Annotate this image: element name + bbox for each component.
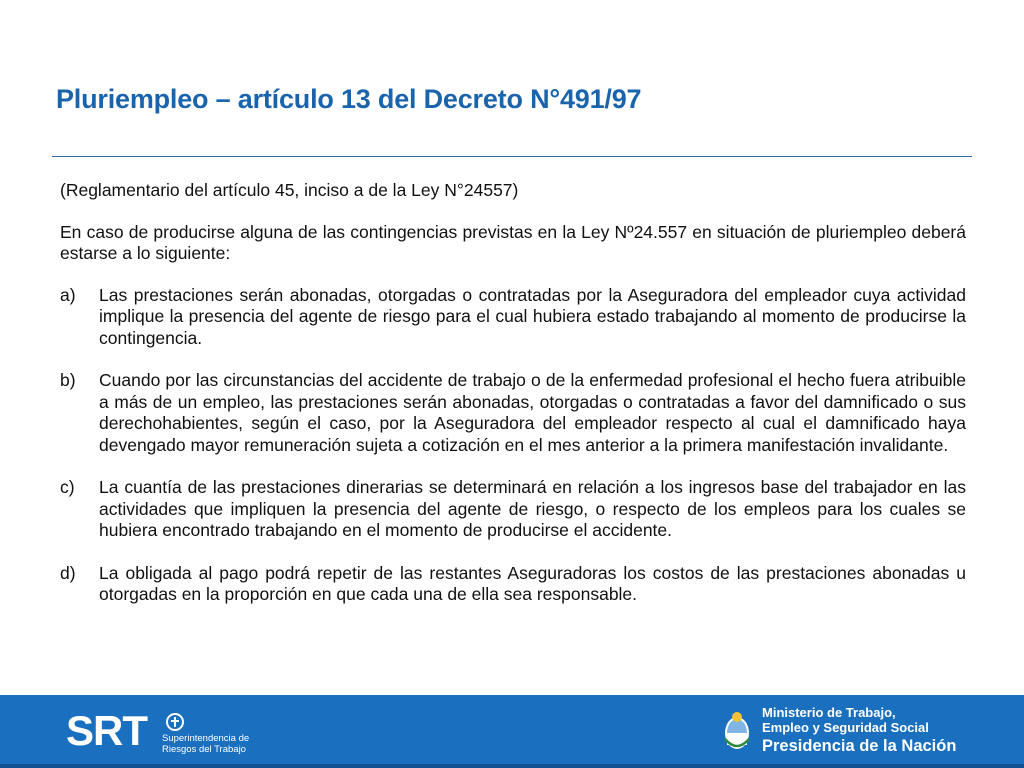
footer-bottom-line bbox=[0, 764, 1024, 768]
argentina-shield-icon bbox=[722, 709, 752, 753]
list-item bbox=[60, 477, 966, 542]
government-logo bbox=[722, 703, 1012, 761]
list-item-text: La cuantía de las prestaciones dinerarias se determinará en relación a los ingresos base del trabajador en las actividades que impliquen la presencia del agente de riesgo, o respecto de los empleos para los cuales se hubiera encontrado trabajando en el momento de producirse el accidente. bbox=[99, 477, 966, 540]
list-marker: a) bbox=[60, 284, 76, 305]
government-text bbox=[762, 705, 956, 757]
srt-logo bbox=[66, 703, 266, 759]
list-item bbox=[60, 563, 966, 606]
presidency-label: Presidencia de la Nación bbox=[762, 737, 957, 755]
slide-title: Pluriempleo – artículo 13 del Decreto N°491/97 bbox=[56, 84, 642, 114]
list-item bbox=[60, 285, 966, 350]
list-item-text: La obligada al pago podrá repetir de las restantes Aseguradoras los costos de las prestaciones abonadas u otorgadas en la proporción en que cada una de ella sea responsable. bbox=[99, 562, 966, 604]
srt-subtitle bbox=[162, 733, 249, 755]
srt-subtitle-line1: Superintendencia de bbox=[162, 733, 250, 744]
ministry-line2: Empleo y Seguridad Social bbox=[762, 720, 929, 735]
ministry-line1: Ministerio de Trabajo, bbox=[762, 705, 896, 720]
title-divider bbox=[52, 156, 972, 157]
list-marker: b) bbox=[60, 370, 76, 390]
list-marker: d) bbox=[60, 562, 76, 583]
intro-paragraph: En caso de producirse alguna de las contingencias previstas en la Ley Nº24.557 en situación de pluriempleo deberá estarse a lo siguiente: bbox=[60, 221, 966, 263]
subtitle: (Reglamentario del artículo 45, inciso a de la Ley N°24557) bbox=[60, 180, 519, 200]
slide-content bbox=[60, 180, 966, 606]
footer-bar bbox=[0, 695, 1024, 768]
srt-logo-text: SRT bbox=[66, 707, 147, 754]
list-item-text: Las prestaciones serán abonadas, otorgadas o contratadas por la Aseguradora del empleador cuya actividad implique la presencia del agente de riesgo para el cual hubiera estado trabajando al momento de producirse la contingencia. bbox=[99, 284, 966, 348]
srt-subtitle-line2: Riesgos del Trabajo bbox=[162, 744, 246, 755]
list-item bbox=[60, 370, 966, 456]
list-item-text: Cuando por las circunstancias del accidente de trabajo o de la enfermedad profesional el hecho fuera atribuible a más de un empleo, las prestaciones serán abonadas, otorgadas o contratadas a favor del damnificado o sus derechohabientes, según el caso, por la Aseguradora del empleador respecto al cual el damnificado haya devengado mayor remuneración sujeta a cotización en el mes anterior a la primera manifestación invalidante. bbox=[99, 370, 966, 455]
provisions-list bbox=[60, 285, 966, 606]
list-marker: c) bbox=[60, 477, 75, 497]
cross-circle-icon bbox=[166, 713, 184, 731]
